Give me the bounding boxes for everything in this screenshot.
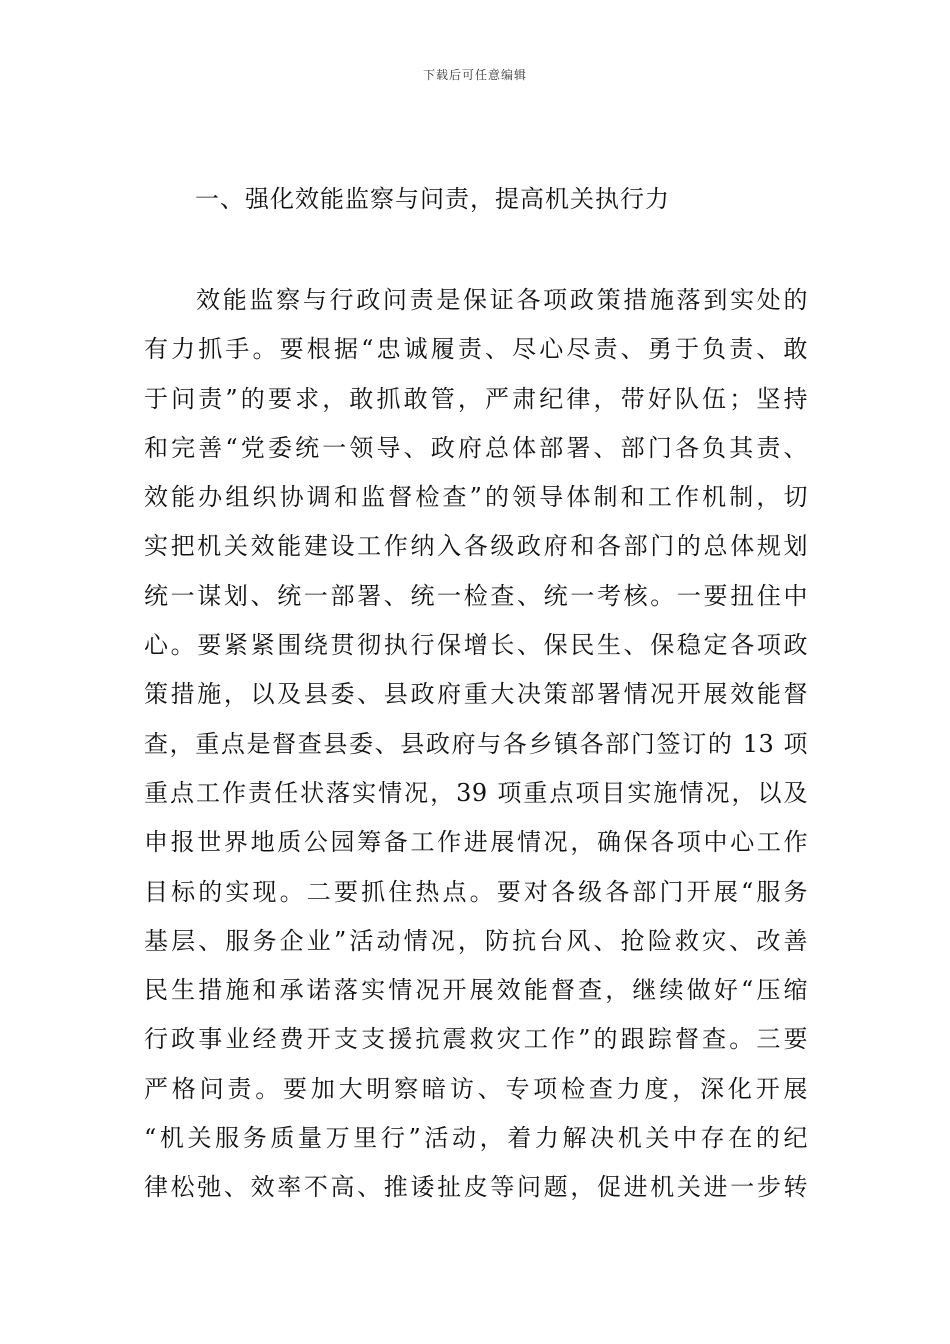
paragraph-line: 有力抓手。要根据“忠诚履责、尽心尽责、勇于负责、敢 [144,335,808,364]
paragraph-line: 严格问责。要加大明察暗访、专项检查力度，深化开展 [144,1074,808,1103]
paragraph-line: 查，重点是督查县委、县政府与各乡镇各部门签订的 13 项 [144,729,808,758]
paragraph-line: 实把机关效能建设工作纳入各级政府和各部门的总体规划 [144,532,808,561]
paragraph-line: 基层、服务企业”活动情况，防抗台风、抢险救灾、改善 [144,926,808,955]
paragraph-line: 策措施，以及县委、县政府重大决策部署情况开展效能督 [144,680,808,709]
paragraph-line: 律松弛、效率不高、推诿扯皮等问题，促进机关进一步转 [144,1173,808,1202]
paragraph-line: 目标的实现。二要抓住热点。要对各级各部门开展“服务 [144,877,808,906]
section-heading: 一、强化效能监察与问责，提高机关执行力 [195,185,670,213]
paragraph-line: 行政事业经费开支支援抗震救灾工作”的跟踪督查。三要 [144,1025,808,1054]
body-paragraph [144,276,808,1213]
header-note: 下载后可任意编辑 [422,68,527,82]
paragraph-line: 心。要紧紧围绕贯彻执行保增长、保民生、保稳定各项政 [144,631,808,660]
paragraph-line: 民生措施和承诺落实情况开展效能督查，继续做好“压缩 [144,976,808,1005]
paragraph-line: 效能监察与行政问责是保证各项政策措施落到实处的 [196,286,808,314]
paragraph-line: “机关服务质量万里行”活动，着力解决机关中存在的纪 [144,1124,808,1153]
paragraph-line: 统一谋划、统一部署、统一检查、统一考核。一要扭住中 [144,581,808,610]
paragraph-line: 和完善“党委统一领导、政府总体部署、部门各负其责、 [144,433,808,462]
paragraph-line: 重点工作责任状落实情况，39 项重点项目实施情况，以及 [144,778,808,807]
paragraph-line: 效能办组织协调和监督检查”的领导体制和工作机制，切 [144,483,808,512]
paragraph-line: 于问责”的要求，敢抓敢管，严肃纪律，带好队伍；坚持 [144,384,808,413]
paragraph-line: 申报世界地质公园筹备工作进展情况，确保各项中心工作 [144,828,808,857]
